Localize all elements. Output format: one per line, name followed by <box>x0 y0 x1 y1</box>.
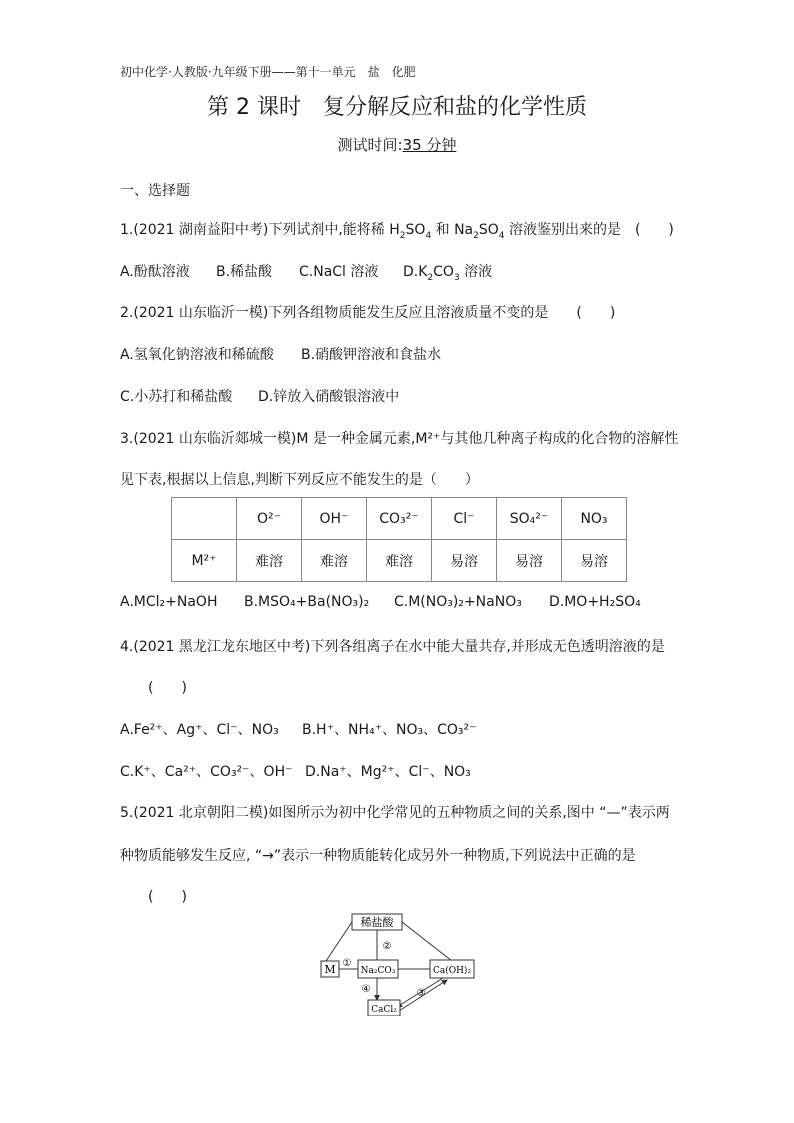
table-header-row <box>172 498 627 540</box>
q2-option-a: A.氢氧化钠溶液和稀硫酸 <box>120 347 274 363</box>
label-acid: 稀盐酸 <box>360 916 394 929</box>
marker-3: ③ <box>416 988 426 999</box>
test-time-value: 35 分钟 <box>402 136 457 154</box>
q1-stem-part: SO <box>478 222 499 238</box>
q5-stem-line1: 5.(2021 北京朝阳二模)如图所示为初中化学常见的五种物质之间的关系,图中 “—”表示两 <box>120 805 670 821</box>
page-title: 第 2 课时 复分解反应和盐的化学性质 <box>207 95 587 120</box>
table-cell: 易溶 <box>432 540 497 582</box>
label-m: M <box>324 963 336 976</box>
table-header-cell: Cl⁻ <box>432 498 497 540</box>
label-cacl2: CaCl₂ <box>371 1005 397 1015</box>
q2-stem: 2.(2021 山东临沂一模)下列各组物质能发生反应且溶液质量不变的是 ( ) <box>120 305 616 321</box>
q2-options-cd <box>120 386 399 406</box>
q4-option-c: C.K⁺、Ca²⁺、CO₃²⁻、OH⁻ <box>120 764 293 780</box>
page-header: 初中化学·人教版·九年级下册——第十一单元 盐 化肥 <box>120 65 416 79</box>
q2-option-c: C.小苏打和稀盐酸 <box>120 389 233 405</box>
q1-option-d-part: 溶液 <box>459 264 493 280</box>
q5-stem-line2: 种物质能够发生反应, “→”表示一种物质能转化成另外一种物质,下列说法中正确的是 <box>120 848 636 864</box>
table-cell: 难溶 <box>367 540 432 582</box>
q3-stem-line2: 见下表,根据以上信息,判断下列反应不能发生的是（ ） <box>120 472 479 488</box>
q3-options <box>120 594 641 610</box>
q3-option-d: D.MO+H₂SO₄ <box>549 594 641 610</box>
q3-option-a: A.MCl₂+NaOH <box>120 594 218 610</box>
test-time <box>0 134 794 155</box>
q4-answer-paren: ( ) <box>148 680 187 696</box>
q4-option-d: D.Na⁺、Mg²⁺、Cl⁻、NO₃ <box>305 764 471 780</box>
table-header-cell: O²⁻ <box>237 498 302 540</box>
table-cell: 易溶 <box>497 540 562 582</box>
q1-option-a: A.酚酞溶液 <box>120 264 190 280</box>
solubility-table <box>171 497 627 582</box>
q2-options-ab <box>120 344 441 364</box>
table-header-cell <box>172 498 237 540</box>
table-header-cell: CO₃²⁻ <box>367 498 432 540</box>
link-acid-caoh2 <box>402 922 452 961</box>
table-cell: 难溶 <box>302 540 367 582</box>
q3-option-c: C.M(NO₃)₂+NaNO₃ <box>394 594 522 610</box>
q1-stem-part: SO <box>405 222 426 238</box>
q3-stem-line1: 3.(2021 山东临沂郯城一模)M 是一种金属元素,M²⁺与其他几种离子构成的化合物的溶解性 <box>120 431 679 447</box>
table-header-cell: NO₃ <box>562 498 627 540</box>
relation-diagram <box>318 912 478 1016</box>
q2-option-d: D.锌放入硝酸银溶液中 <box>258 389 400 405</box>
marker-2: ② <box>382 941 392 952</box>
q1-stem-part: 和 Na <box>431 222 474 238</box>
q1-options <box>120 261 492 281</box>
table-row <box>172 540 627 582</box>
link-acid-m <box>326 922 352 961</box>
q1-option-d-part: D.K <box>403 264 428 280</box>
q5-answer-paren: ( ) <box>148 889 187 905</box>
q1-stem-part: 溶液鉴别出来的是 ( ) <box>504 222 674 238</box>
section-heading: 一、选择题 <box>120 183 190 199</box>
q4-options-ab <box>120 719 477 739</box>
marker-1: ① <box>342 958 352 969</box>
q1-stem: 1.(2021 湖南益阳中考)下列试剂中,能将稀 $H_2SO_4$ 和 $Na_2SO_4$ 溶液鉴别出来的是 ( ) <box>120 222 674 241</box>
table-cell: 难溶 <box>237 540 302 582</box>
q3-option-b: B.MSO₄+Ba(NO₃)₂ <box>244 594 370 610</box>
label-caoh2: Ca(OH)₂ <box>432 966 472 976</box>
q4-stem: 4.(2021 黑龙江龙东地区中考)下列各组离子在水中能大量共存,并形成无色透明溶液的是 <box>120 639 665 655</box>
test-time-label: 测试时间: <box>337 136 403 154</box>
q1-option-b: B.稀盐酸 <box>216 264 273 280</box>
q1-option-d-part: CO <box>433 264 454 280</box>
table-header-cell: SO₄²⁻ <box>497 498 562 540</box>
q1-option-c: C.NaCl 溶液 <box>299 264 379 280</box>
q2-option-b: B.硝酸钾溶液和食盐水 <box>301 347 442 363</box>
q4-options-cd <box>120 761 471 781</box>
q1-stem-part: 1.(2021 湖南益阳中考)下列试剂中,能将稀 H <box>120 222 400 238</box>
table-row-label: M²⁺ <box>172 540 237 582</box>
marker-4: ④ <box>361 984 371 995</box>
table-cell: 易溶 <box>562 540 627 582</box>
q4-option-b: B.H⁺、NH₄⁺、NO₃、CO₃²⁻ <box>302 722 477 738</box>
q4-option-a: A.Fe²⁺、Ag⁺、Cl⁻、NO₃ <box>120 722 279 738</box>
q1-option-d: $D.K_2CO_3$ 溶液 <box>403 261 492 281</box>
label-na2co3: Na₂CO₃ <box>360 966 396 976</box>
table-header-cell: OH⁻ <box>302 498 367 540</box>
